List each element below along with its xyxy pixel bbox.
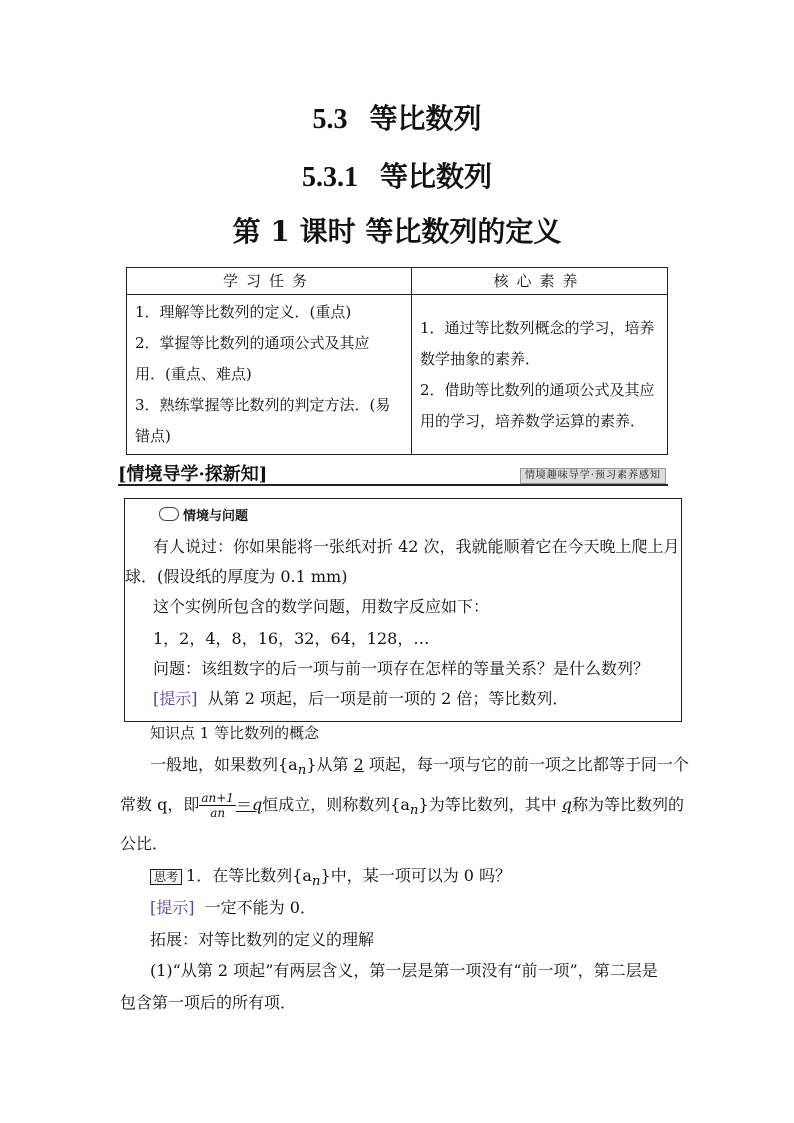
table-header-literacy: 核心素养: [412, 268, 668, 295]
number-sequence: 1，2，4，8，16，32，64，128，…: [153, 629, 430, 648]
extension-title: 拓展：对等比数列的定义的理解: [150, 930, 375, 949]
lesson-title: 第 1 课时 等比数列的定义: [232, 215, 562, 248]
definition-line: 公比．: [120, 834, 169, 853]
definition-line: 常数 q，即 $\frac{an+1}{an}$ ＝q恒成立，则称数列$\{a_n\}$为等比数列，其中 q称为等比数列的: [120, 791, 685, 820]
definition-line: 一般地，如果数列$\{a_n\}$从第 2 项起，每一项与它的前一项之比都等于同一个: [150, 755, 689, 779]
section-tag: 情境趣味导学·预习素养感知: [520, 468, 666, 484]
subsection-title: 5.3.1 等比数列: [301, 160, 492, 193]
question-line: 问题：该组数字的后一项与前一项存在怎样的等量关系？是什么数列？: [153, 659, 650, 678]
think-tag: 思考: [150, 869, 182, 885]
hint-label: [提示]: [150, 898, 195, 917]
objectives-table: [126, 267, 668, 455]
table-header-tasks: 学习任务: [127, 268, 412, 295]
literacy-cell: 1．通过等比数列概念的学习，培养 数学抽象的素养． 2．借助等比数列的通项公式及其应 用的学习，培养数学运算的素养．: [412, 295, 668, 455]
hint-label: [提示]: [153, 689, 198, 708]
scenario-line: 有人说过：你如果能将一张纸对折 42 次，我就能顺着它在今天晚上爬上月: [153, 537, 680, 556]
ratio-fraction: $\frac{an+1}{an}$: [201, 791, 234, 820]
scenario-icon: [159, 507, 179, 521]
scenario-line: 球．(假设纸的厚度为 0.1 mm): [125, 567, 348, 586]
section-heading: [情境导学·探新知]: [118, 464, 268, 485]
extension-line: 包含第一项后的所有项．: [120, 993, 297, 1012]
tasks-cell: 1．理解等比数列的定义．(重点) 2．掌握等比数列的通项公式及其应 用．(重点、难点) 3．熟练掌握等比数列的判定方法．(易 错点): [127, 295, 412, 455]
hint-line: [提示] 从第 2 项起，后一项是前一项的 2 倍；等比数列．: [153, 689, 569, 708]
section-title: 5.3 等比数列: [312, 102, 482, 135]
think-answer: [提示] 一定不能为 0．: [150, 898, 316, 917]
scenario-heading: 情境与问题: [159, 505, 248, 524]
knowledge-point-title: 知识点 1 等比数列的概念: [150, 724, 320, 742]
section-bar: [118, 462, 668, 486]
scenario-line: 这个实例所包含的数学问题，用数字反应如下：: [153, 597, 490, 616]
think-question: 思考 1．在等比数列$\{a_n\}$中，某一项可以为 0 吗？: [150, 866, 511, 892]
extension-line: (1)“从第 2 项起”有两层含义，第一层是第一项没有“前一项”，第二层是: [150, 961, 658, 980]
scenario-box: [124, 498, 682, 722]
